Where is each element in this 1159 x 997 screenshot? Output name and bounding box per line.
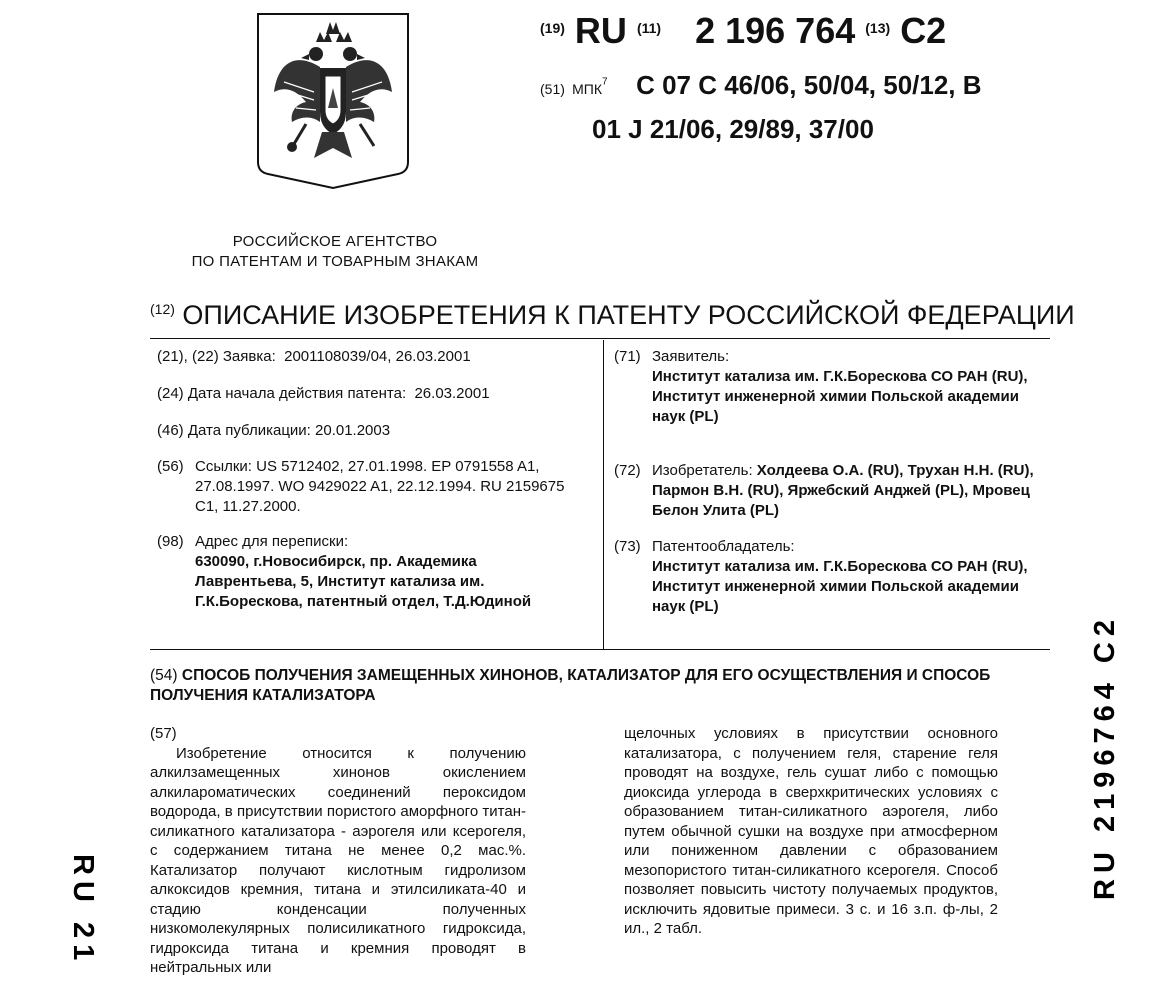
bottom-divider — [150, 649, 1050, 650]
patent-number: 2 196 764 — [695, 10, 856, 51]
state-emblem — [256, 12, 410, 190]
field-address: (98) Адрес для переписки: 630090, г.Новосибирск, пр. Академика Лаврентьева, 5, Институт катализа им. Г.К.Борескова, патентный отдел, Т.Д.Юдиной — [157, 532, 577, 612]
agency-line-2: ПО ПАТЕНТАМ И ТОВАРНЫМ ЗНАКАМ — [191, 253, 479, 270]
invention-title-text: СПОСОБ ПОЛУЧЕНИЯ ЗАМЕЩЕННЫХ ХИНОНОВ, КАТАЛИЗАТОР ДЛЯ ЕГО ОСУЩЕСТВЛЕНИЯ И СПОСОБ ПОЛУЧЕНИЯ КАТАЛИЗАТОРА — [150, 667, 991, 704]
code-51: (51) — [540, 81, 565, 97]
code-19: (19) — [540, 20, 565, 36]
side-patent-number-right — [1078, 460, 1138, 900]
field-application: (21), (22) Заявка: 2001108039/04, 26.03.2001 — [157, 348, 471, 365]
code-57: (57) — [150, 725, 177, 742]
patent-number-line — [540, 10, 946, 52]
ipc-classes-1: C 07 C 46/06, 50/04, 50/12, B — [636, 70, 982, 100]
double-headed-eagle-icon — [256, 12, 410, 190]
publication-date-value: 20.01.2003 — [315, 422, 391, 439]
abstract-column-1 — [150, 724, 526, 978]
abstract-column-2 — [624, 724, 998, 939]
kind-code: C2 — [900, 10, 947, 51]
code-11: (11) — [636, 20, 662, 36]
code-13: (13) — [865, 20, 891, 36]
column-divider — [603, 340, 604, 649]
field-publication: (46) Дата публикации: 20.01.2003 — [157, 422, 391, 439]
ipc-line-1 — [540, 70, 982, 101]
application-number: 2001108039/04, 26.03.2001 — [284, 348, 471, 365]
field-inventors: (72) Изобретатель: Холдеева О.А. (RU), Трухан Н.Н. (RU), Пармон В.Н. (RU), Яржебский Анджей (PL), Мровец Белон Улита (PL) — [614, 462, 1034, 519]
mpk-label: МПК — [572, 81, 603, 97]
owner-1: Институт катализа им. Г.К.Борескова СО РАН (RU), — [652, 558, 1028, 575]
applicant-2: Институт инженерной химии Польской академии наук (PL) — [652, 388, 1019, 425]
side-number-left-text: RU 21 — [67, 854, 99, 967]
inventors-value: Холдеева О.А. (RU), Трухан Н.Н. (RU), Пармон В.Н. (RU), Яржебский Анджей (PL), Мровец Белон Улита (PL) — [652, 462, 1034, 519]
field-references: (56) Ссылки: US 5712402, 27.01.1998. EP 0791558 A1, 27.08.1997. WO 9429022 A1, 22.12.1994. RU 2159675 C1, 11.27.2000. — [157, 458, 565, 515]
mpk-edition: 7 — [602, 76, 608, 88]
country-code: RU — [574, 10, 627, 51]
applicant-1: Институт катализа им. Г.К.Борескова СО РАН (RU), — [652, 368, 1028, 385]
agency-name — [150, 232, 520, 272]
abstract-text-2: щелочных условиях в присутствии основного катализатора, с получением геля, старение геля проводят на воздухе, гель сушат либо с помощью диоксида углерода в сверхкритических условиях с образованием титан-силикатного аэрогеля, либо путем обычной сушки на воздухе при атмосферном или пониженном давлении с образованием мезопористого титан-силикатного ксерогеля. Способ позволяет повысить чистоту получаемых продуктов, исключить ядовитые примеси. 3 с. и 16 з.п. ф-лы, 2 ил., 2 табл. — [624, 725, 998, 937]
field-start-date: (24) Дата начала действия патента: 26.03.2001 — [157, 385, 490, 402]
side-number-right-text: RU 2196764 C2 — [1089, 614, 1121, 900]
start-date-value: 26.03.2001 — [414, 385, 490, 402]
document-title — [150, 300, 1075, 331]
code-54: (54) — [150, 667, 178, 684]
invention-title — [150, 666, 1040, 706]
agency-line-1: РОССИЙСКОЕ АГЕНТСТВО — [232, 233, 438, 250]
top-divider — [150, 338, 1050, 339]
owner-2: Институт инженерной химии Польской академии наук (PL) — [652, 578, 1019, 615]
side-patent-number-left — [50, 840, 110, 992]
code-12: (12) — [150, 301, 175, 317]
address-value: 630090, г.Новосибирск, пр. Академика Лаврентьева, 5, Институт катализа им. Г.К.Борескова, патентный отдел, Т.Д.Юдиной — [195, 553, 532, 610]
references-value: US 5712402, 27.01.1998. EP 0791558 A1, 27.08.1997. WO 9429022 A1, 22.12.1994. RU 2159675 C1, 11.27.2000. — [195, 458, 565, 515]
abstract-text-1: Изобретение относится к получению алкилзамещенных хинонов окислением алкилароматических соединений пероксидом водорода, в присутствии пористого аморфного титан-силикатного катализатора - аэрогеля или ксерогеля, с содержанием титана не менее 0,2 мас.%. Катализатор получают кислотным гидролизом алкоксидов кремния, титана и этилсиликата-40 и стадию конденсации полученных низкомолекулярных полисиликатного гидроксида, гидроксида титана и кремния проводят в нейтральных или — [150, 744, 526, 976]
ipc-classes-2: 01 J 21/06, 29/89, 37/00 — [592, 114, 874, 144]
document-title-text: ОПИСАНИЕ ИЗОБРЕТЕНИЯ К ПАТЕНТУ РОССИЙСКОЙ ФЕДЕРАЦИИ — [182, 300, 1075, 330]
field-owner: (73) Патентообладатель: Институт катализа им. Г.К.Борескова СО РАН (RU), Институт инженерной химии Польской академии наук (PL) — [614, 537, 1034, 617]
field-applicant: (71) Заявитель: Институт катализа им. Г.К.Борескова СО РАН (RU), Институт инженерной химии Польской академии наук (PL) — [614, 347, 1034, 427]
